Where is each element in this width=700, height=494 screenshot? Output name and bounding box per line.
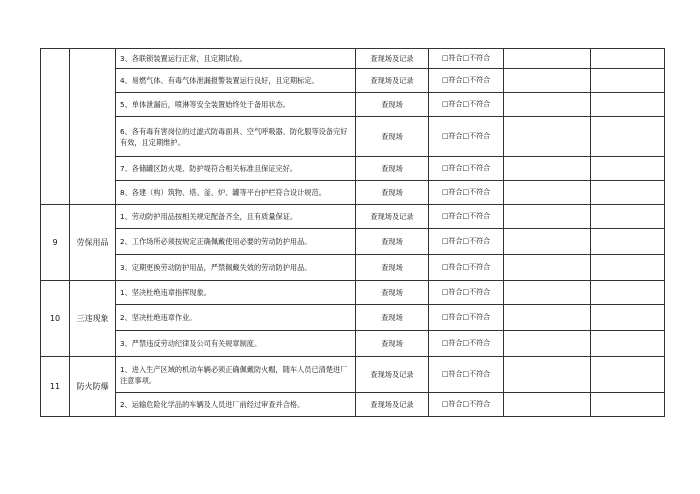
category-cell: 劳保用品 xyxy=(70,205,116,281)
blank-cell xyxy=(504,305,591,331)
blank-cell xyxy=(504,393,591,417)
check-method-cell: 查现场 xyxy=(356,157,429,181)
table-row xyxy=(41,305,665,331)
check-item-cell: 4、易燃气体、有毒气体泄漏报警装置运行良好，且定期标定。 xyxy=(116,69,356,93)
result-cell: □符合□不符合 xyxy=(429,357,504,393)
blank-cell xyxy=(591,281,665,305)
check-item-cell: 3、严禁违反劳动纪律及公司有关规章制度。 xyxy=(116,331,356,357)
blank-cell xyxy=(591,393,665,417)
check-method-cell: 查现场 xyxy=(356,305,429,331)
category-cell: 防火防爆 xyxy=(70,357,116,417)
check-method-cell: 查现场 xyxy=(356,93,429,117)
check-item-cell: 1、劳动防护用品按相关规定配备齐全，且有质量保证。 xyxy=(116,205,356,229)
blank-cell xyxy=(591,357,665,393)
check-item-cell: 3、定期更换劳动防护用品，严禁佩戴失效的劳动防护用品。 xyxy=(116,255,356,281)
category-cell xyxy=(70,49,116,205)
check-item-cell: 8、各建（构）筑物、塔、釜、炉、罐等平台护栏符合设计规范。 xyxy=(116,181,356,205)
table-row xyxy=(41,331,665,357)
blank-cell xyxy=(591,93,665,117)
blank-cell xyxy=(504,331,591,357)
blank-cell xyxy=(504,255,591,281)
table-row xyxy=(41,69,665,93)
item-number-cell: 11 xyxy=(41,357,70,417)
check-method-cell: 查现场及记录 xyxy=(356,393,429,417)
table-row xyxy=(41,255,665,281)
check-item-cell: 1、进入生产区域的机动车辆必须正确佩戴防火帽，随车人员已清楚进厂注意事项。 xyxy=(116,357,356,393)
result-cell: □符合□不符合 xyxy=(429,393,504,417)
result-cell: □符合□不符合 xyxy=(429,205,504,229)
blank-cell xyxy=(591,205,665,229)
blank-cell xyxy=(591,331,665,357)
blank-cell xyxy=(504,281,591,305)
check-item-cell: 2、运输危险化学品的车辆及人员进厂前经过审查并合格。 xyxy=(116,393,356,417)
blank-cell xyxy=(504,181,591,205)
result-cell: □符合□不符合 xyxy=(429,331,504,357)
check-item-cell: 5、单体泄漏后，喷淋等安全装置始终处于备用状态。 xyxy=(116,93,356,117)
blank-cell xyxy=(504,93,591,117)
item-number-cell: 9 xyxy=(41,205,70,281)
check-method-cell: 查现场及记录 xyxy=(356,205,429,229)
blank-cell xyxy=(591,229,665,255)
blank-cell xyxy=(591,117,665,157)
check-item-cell: 7、各储罐区防火堤、防护堤符合相关标准且保证完好。 xyxy=(116,157,356,181)
check-method-cell: 查现场及记录 xyxy=(356,69,429,93)
blank-cell xyxy=(591,49,665,69)
check-item-cell: 2、坚决杜绝违章作业。 xyxy=(116,305,356,331)
blank-cell xyxy=(591,181,665,205)
result-cell: □符合□不符合 xyxy=(429,69,504,93)
table-row xyxy=(41,357,665,393)
blank-cell xyxy=(504,117,591,157)
result-cell: □符合□不符合 xyxy=(429,93,504,117)
check-method-cell: 查现场 xyxy=(356,117,429,157)
category-cell: 三违现象 xyxy=(70,281,116,357)
inspection-table-body xyxy=(41,49,665,417)
result-cell: □符合□不符合 xyxy=(429,49,504,69)
check-item-cell: 6、各有毒有害岗位的过滤式防毒面具、空气呼吸器、防化服等设备完好有效，且定期维护。 xyxy=(116,117,356,157)
table-row xyxy=(41,157,665,181)
check-method-cell: 查现场 xyxy=(356,229,429,255)
check-method-cell: 查现场及记录 xyxy=(356,49,429,69)
blank-cell xyxy=(504,205,591,229)
table-row xyxy=(41,393,665,417)
inspection-table xyxy=(40,48,665,417)
check-method-cell: 查现场 xyxy=(356,281,429,305)
blank-cell xyxy=(504,229,591,255)
check-method-cell: 查现场 xyxy=(356,181,429,205)
blank-cell xyxy=(504,49,591,69)
blank-cell xyxy=(504,357,591,393)
result-cell: □符合□不符合 xyxy=(429,157,504,181)
item-number-cell: 10 xyxy=(41,281,70,357)
table-row xyxy=(41,93,665,117)
table-row xyxy=(41,205,665,229)
blank-cell xyxy=(591,255,665,281)
result-cell: □符合□不符合 xyxy=(429,181,504,205)
item-number-cell xyxy=(41,49,70,205)
result-cell: □符合□不符合 xyxy=(429,229,504,255)
check-item-cell: 2、工作场所必须按规定正确佩戴使用必要的劳动防护用品。 xyxy=(116,229,356,255)
check-item-cell: 1、坚决杜绝违章指挥现象。 xyxy=(116,281,356,305)
table-row xyxy=(41,281,665,305)
result-cell: □符合□不符合 xyxy=(429,305,504,331)
result-cell: □符合□不符合 xyxy=(429,255,504,281)
result-cell: □符合□不符合 xyxy=(429,117,504,157)
check-method-cell: 查现场 xyxy=(356,255,429,281)
blank-cell xyxy=(591,69,665,93)
check-method-cell: 查现场及记录 xyxy=(356,357,429,393)
check-item-cell: 3、各联锁装置运行正常，且定期试验。 xyxy=(116,49,356,69)
blank-cell xyxy=(504,69,591,93)
blank-cell xyxy=(591,157,665,181)
table-row xyxy=(41,181,665,205)
table-row xyxy=(41,49,665,69)
result-cell: □符合□不符合 xyxy=(429,281,504,305)
blank-cell xyxy=(591,305,665,331)
table-row xyxy=(41,229,665,255)
blank-cell xyxy=(504,157,591,181)
check-method-cell: 查现场 xyxy=(356,331,429,357)
table-row xyxy=(41,117,665,157)
